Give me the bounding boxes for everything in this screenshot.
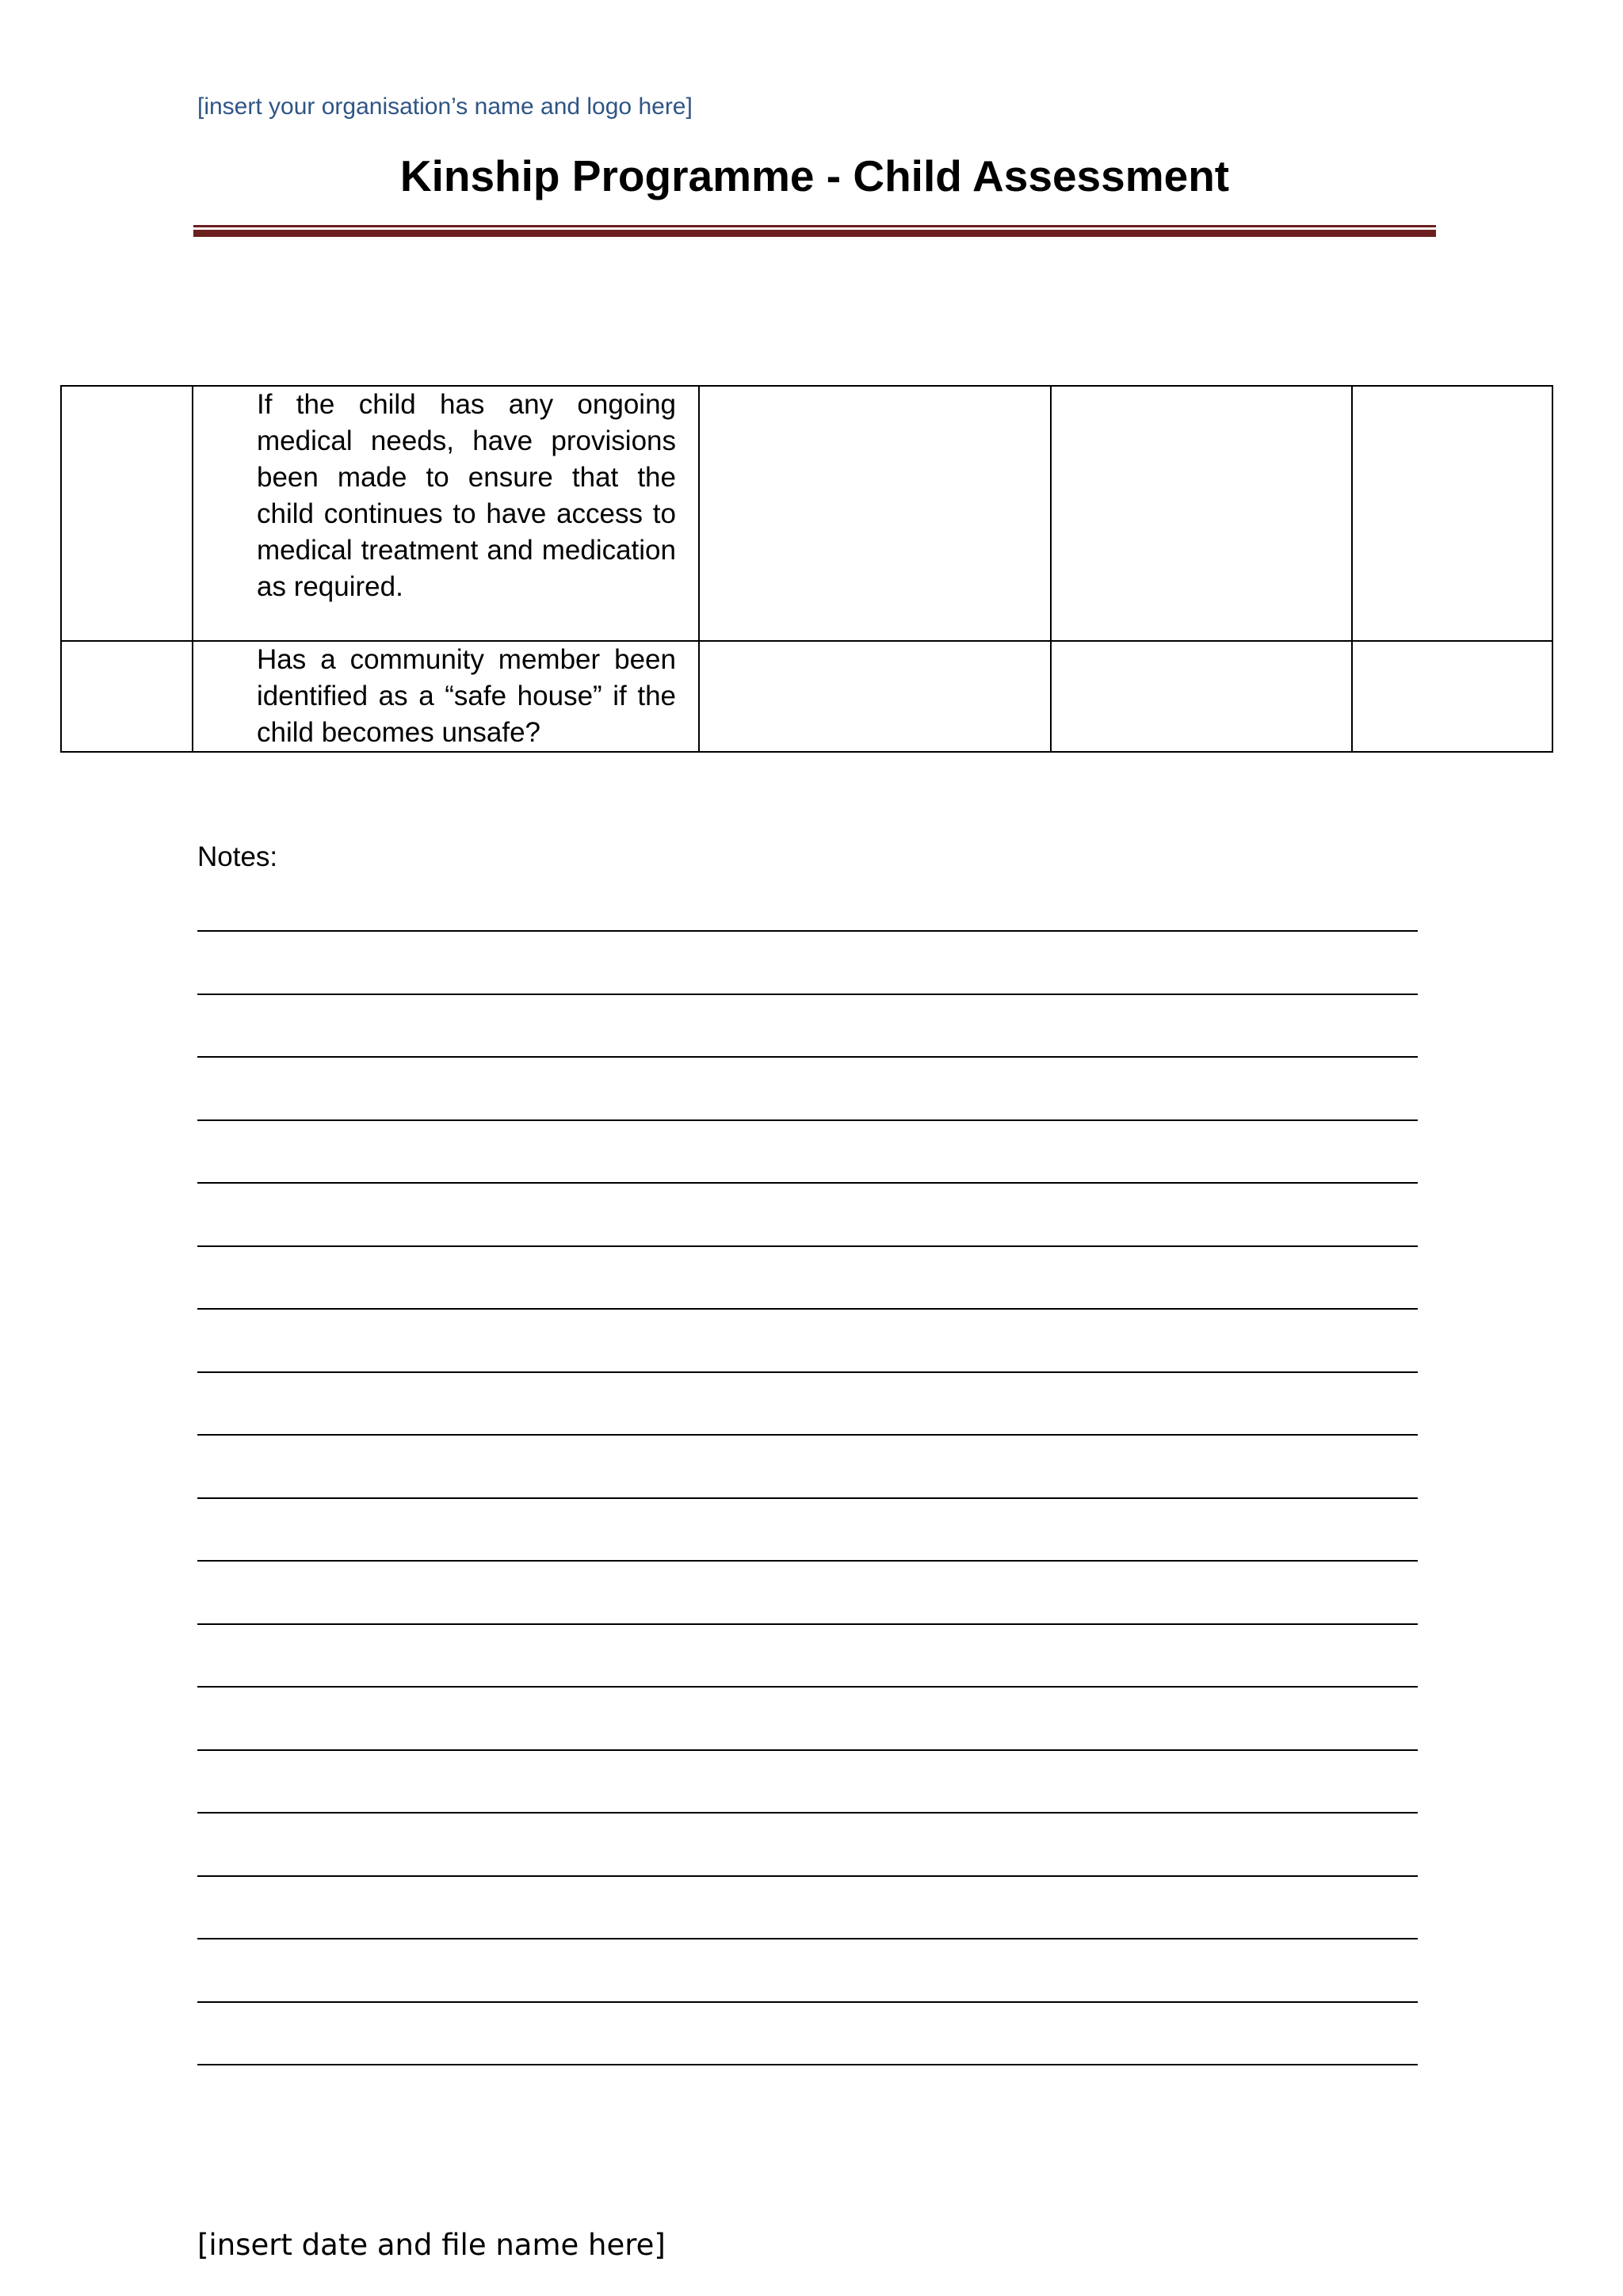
answer-cell[interactable] [699,386,1051,641]
note-line[interactable] [197,994,1418,995]
answer-cell[interactable] [1051,386,1352,641]
row-number-cell[interactable] [61,641,193,752]
note-line[interactable] [197,1812,1418,1814]
note-line[interactable] [197,1938,1418,1939]
note-line[interactable] [197,1875,1418,1877]
note-line[interactable] [197,930,1418,932]
note-line[interactable] [197,1749,1418,1751]
note-line[interactable] [197,1560,1418,1562]
answer-cell[interactable] [1051,641,1352,752]
table-row [61,386,1552,641]
note-line[interactable] [197,1245,1418,1247]
note-line[interactable] [197,1119,1418,1121]
question-cell: Has a community member been identified as a “safe house” if the child becomes unsafe? [193,641,699,752]
note-line[interactable] [197,1182,1418,1184]
row-number-cell[interactable] [61,386,193,641]
answer-cell[interactable] [1352,641,1552,752]
note-line[interactable] [197,2001,1418,2003]
header-rule-thin [193,225,1436,227]
note-line[interactable] [197,1371,1418,1373]
table-row [61,641,1552,752]
question-cell: If the child has any ongoing medical needs, have provisions been made to ensure that the child continues to have access to medical treatment and medication as required. [193,386,699,641]
note-line[interactable] [197,1623,1418,1625]
note-line[interactable] [197,1308,1418,1310]
answer-cell[interactable] [1352,386,1552,641]
note-line[interactable] [197,1434,1418,1436]
footer-placeholder: [insert date and file name here] [197,2228,666,2262]
notes-label: Notes: [197,841,278,872]
page-title: Kinship Programme - Child Assessment [399,151,1230,200]
note-line[interactable] [197,1686,1418,1688]
answer-cell[interactable] [699,641,1051,752]
assessment-table [60,385,1553,753]
header-rule-thick [193,230,1436,237]
note-line[interactable] [197,1056,1418,1058]
note-line[interactable] [197,2064,1418,2065]
organisation-placeholder: [insert your organisation’s name and logo here] [197,93,693,120]
note-line[interactable] [197,1497,1418,1499]
